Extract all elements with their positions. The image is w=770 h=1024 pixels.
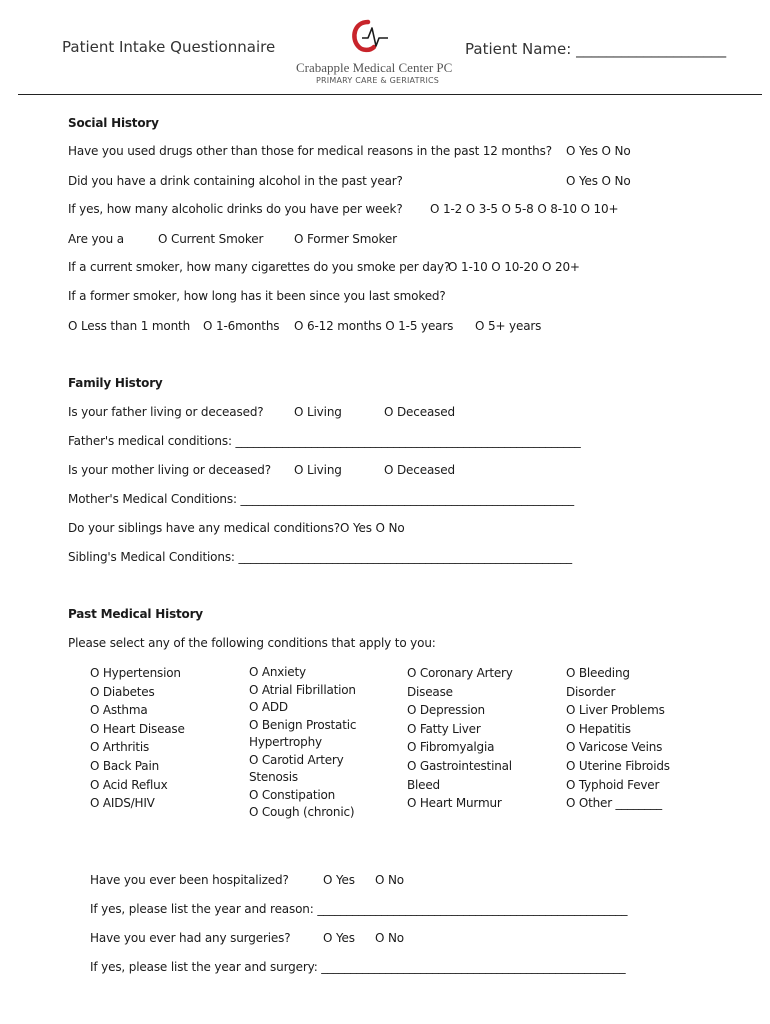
condition-option[interactable]: O Benign Prostatic	[249, 717, 357, 732]
quit-option-less-than-month[interactable]: O Less than 1 month	[68, 319, 191, 333]
hospitalized-no-option[interactable]: O No	[375, 873, 404, 887]
family-history-heading: Family History	[68, 376, 163, 390]
hospitalization-details-field[interactable]: If yes, please list the year and reason: _____________________________________________________	[90, 902, 628, 916]
header-divider	[18, 94, 762, 95]
siblings-conditions-field[interactable]: Sibling's Medical Conditions: _________________________________________________________	[68, 550, 572, 564]
condition-option[interactable]: O Diabetes	[90, 684, 155, 699]
condition-option[interactable]: O Heart Disease	[90, 721, 185, 736]
clinic-name: Crabapple Medical Center PC	[296, 60, 453, 75]
condition-option[interactable]: O Cough (chronic)	[249, 805, 355, 819]
conditions-column-4	[566, 664, 670, 813]
siblings-question: Do your siblings have any medical conditions?	[68, 521, 340, 535]
alcohol-options[interactable]: O Yes O No	[566, 174, 631, 188]
surgery-details-field[interactable]: If yes, please list the year and surgery: ____________________________________________________	[90, 960, 626, 974]
condition-option[interactable]: O Anxiety	[249, 665, 306, 679]
condition-option[interactable]: O Fatty Liver	[407, 721, 481, 736]
cigarettes-question: If a current smoker, how many cigarettes do you smoke per day?	[68, 260, 451, 274]
condition-option-other[interactable]: O Other ________	[566, 796, 662, 811]
condition-option[interactable]: O Atrial Fibrillation	[249, 682, 356, 697]
condition-option[interactable]: O Heart Murmur	[407, 796, 502, 811]
condition-option[interactable]: O Bleeding	[566, 666, 630, 680]
form-title: Patient Intake Questionnaire	[62, 38, 276, 56]
siblings-options[interactable]: O Yes O No	[340, 521, 405, 535]
condition-option[interactable]: O Hepatitis	[566, 721, 631, 736]
condition-option[interactable]: O Constipation	[249, 787, 336, 802]
condition-option-continued: Bleed	[407, 777, 440, 792]
father-deceased-option[interactable]: O Deceased	[384, 405, 455, 419]
surgeries-yes-option[interactable]: O Yes	[323, 931, 355, 945]
condition-option-continued: Disorder	[566, 684, 616, 699]
hospitalized-yes-option[interactable]: O Yes	[323, 873, 355, 887]
father-status-question: Is your father living or deceased?	[68, 405, 264, 419]
father-conditions-field[interactable]: Father's medical conditions: ___________________________________________________________	[68, 434, 581, 448]
surgeries-no-option[interactable]: O No	[375, 931, 404, 945]
condition-option[interactable]: O Uterine Fibroids	[566, 758, 670, 773]
social-history-heading: Social History	[68, 116, 159, 130]
condition-option-continued: Disease	[407, 684, 453, 699]
condition-option[interactable]: O Hypertension	[90, 666, 181, 680]
patient-name-field[interactable]: Patient Name: ____________________	[465, 40, 727, 58]
condition-option[interactable]: O Arthritis	[90, 740, 150, 755]
condition-option[interactable]: O Liver Problems	[566, 703, 665, 718]
drinks-per-week-question: If yes, how many alcoholic drinks do you have per week?	[68, 202, 403, 216]
condition-option[interactable]: O Typhoid Fever	[566, 777, 660, 792]
condition-option[interactable]: O Asthma	[90, 703, 148, 718]
drinks-per-week-options[interactable]: O 1-2 O 3-5 O 5-8 O 8-10 O 10+	[430, 202, 619, 216]
alcohol-question: Did you have a drink containing alcohol in the past year?	[68, 174, 403, 188]
condition-option[interactable]: O Depression	[407, 703, 485, 718]
cigarettes-options[interactable]: O 1-10 O 10-20 O 20+	[448, 260, 580, 274]
condition-option[interactable]: O Gastrointestinal	[407, 758, 512, 773]
condition-option[interactable]: O ADD	[249, 700, 288, 714]
drugs-options[interactable]: O Yes O No	[566, 144, 631, 158]
conditions-column-2	[249, 664, 356, 822]
mother-conditions-field[interactable]: Mother's Medical Conditions: _________________________________________________________	[68, 492, 574, 506]
father-living-option[interactable]: O Living	[294, 405, 342, 419]
condition-option-continued: Stenosis	[249, 770, 298, 784]
surgeries-question: Have you ever had any surgeries?	[90, 931, 291, 945]
condition-option[interactable]: O Carotid Artery	[249, 752, 344, 767]
smoker-question: Are you a	[68, 232, 124, 246]
clinic-logo	[296, 16, 456, 86]
condition-option-continued: Hypertrophy	[249, 735, 322, 749]
hospitalized-question: Have you ever been hospitalized?	[90, 873, 289, 887]
condition-option[interactable]: O Back Pain	[90, 758, 159, 773]
quit-option-1-6-months[interactable]: O 1-6months	[203, 319, 280, 333]
condition-option[interactable]: O Coronary Artery	[407, 666, 513, 680]
former-smoker-option[interactable]: O Former Smoker	[294, 232, 397, 246]
quit-option-6-12-months[interactable]: O 6-12 months O 1-5 years	[294, 319, 454, 333]
condition-option[interactable]: O Acid Reflux	[90, 777, 168, 792]
drugs-question: Have you used drugs other than those for medical reasons in the past 12 months?	[68, 144, 552, 158]
current-smoker-option[interactable]: O Current Smoker	[158, 232, 264, 246]
clinic-tagline: PRIMARY CARE & GERIATRICS	[316, 76, 440, 85]
mother-deceased-option[interactable]: O Deceased	[384, 463, 455, 477]
quit-option-5-plus-years[interactable]: O 5+ years	[475, 319, 542, 333]
mother-status-question: Is your mother living or deceased?	[68, 463, 271, 477]
condition-option[interactable]: O Fibromyalgia	[407, 740, 495, 755]
conditions-column-3	[407, 664, 513, 813]
quit-smoking-question: If a former smoker, how long has it been since you last smoked?	[68, 289, 446, 303]
conditions-column-1	[90, 664, 185, 813]
conditions-prompt: Please select any of the following conditions that apply to you:	[68, 636, 436, 650]
heartbeat-logo-icon	[296, 16, 456, 56]
past-medical-history-heading: Past Medical History	[68, 607, 203, 621]
condition-option[interactable]: O AIDS/HIV	[90, 796, 155, 811]
condition-option[interactable]: O Varicose Veins	[566, 740, 663, 755]
mother-living-option[interactable]: O Living	[294, 463, 342, 477]
